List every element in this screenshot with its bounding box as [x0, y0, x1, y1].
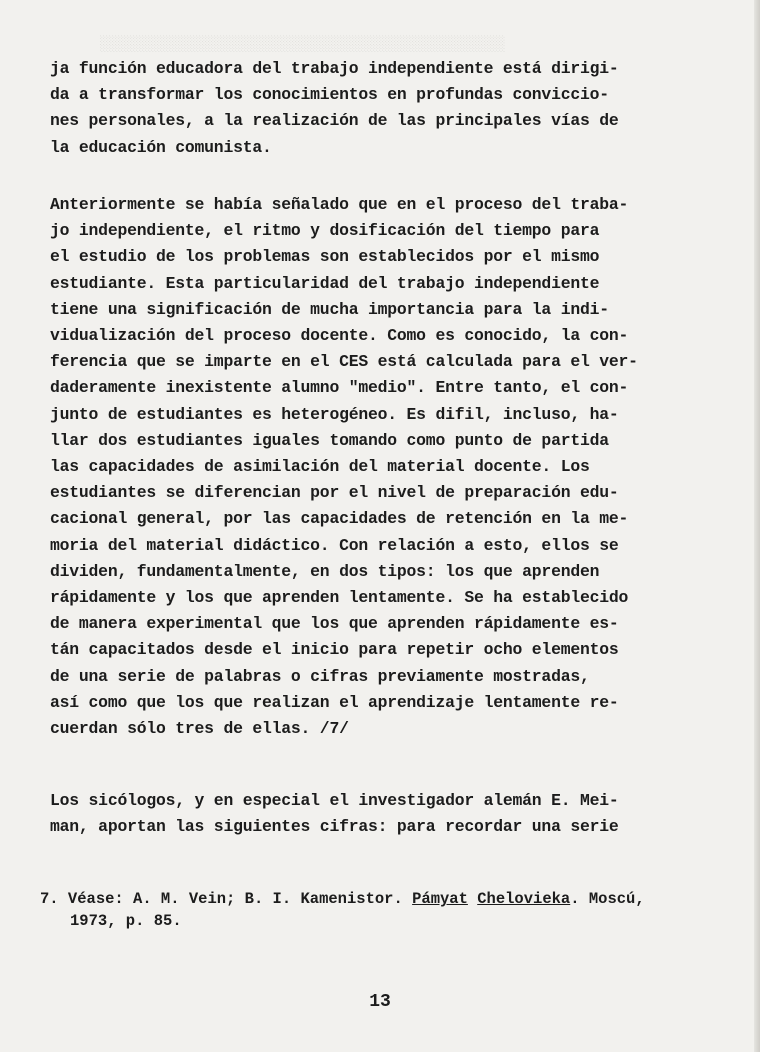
text-line: cacional general, por las capacidades de retención en la me- [50, 509, 629, 529]
bleed-through-text: ░░░░░░░░░░░░░░░░░░░░░░░░░░░░░░░░░░░░░░░░░░░░░ [100, 36, 506, 53]
footnote-line-2: 1973, p. 85. [70, 912, 182, 930]
text-line: ja función educadora del trabajo independiente está dirigi- [50, 59, 619, 78]
text-line: Anteriormente se había señalado que en el proceso del traba- [50, 195, 629, 214]
text-line: moria del material didáctico. Con relación a esto, ellos se [50, 535, 619, 555]
text-line: tiene una significación de mucha importancia para la indi- [50, 299, 609, 319]
text-line: dividen, fundamentalmente, en dos tipos: los que aprenden [50, 561, 600, 581]
text-line: ferencia que se imparte en el CES está calculada para el ver- [50, 352, 638, 372]
text-line: rápidamente y los que aprenden lentamente. Se ha establecido [50, 588, 629, 608]
footnote [40, 888, 720, 932]
text-line: junto de estudiantes es heterogéneo. Es difil, incluso, ha- [50, 404, 619, 424]
text-line: nes personales, a la realización de las principales vías de [50, 111, 619, 131]
footnote-title-word-2: Chelovieka [477, 890, 571, 908]
page-number: 13 [369, 992, 391, 1012]
text-line: da a transformar los conocimientos en profundas conviccio- [50, 85, 609, 105]
text-line: las capacidades de asimilación del material docente. Los [50, 457, 590, 477]
footnote-number: 7. [40, 890, 59, 908]
paragraph-3 [50, 788, 720, 840]
text-line: de una serie de palabras o cifras previamente mostradas, [50, 666, 590, 686]
paragraph-1 [50, 56, 720, 161]
text-line: jo independiente, el ritmo y dosificación del tiempo para [50, 221, 600, 241]
text-line: el estudio de los problemas son establecidos por el mismo [50, 247, 600, 267]
text-line: de manera experimental que los que aprenden rápidamente es- [50, 614, 619, 634]
paragraph-2 [50, 192, 720, 742]
page-edge-shadow [754, 0, 760, 1052]
footnote-title-word-1: Pámyat [412, 890, 468, 908]
text-line: estudiantes se diferencian por el nivel de preparación edu- [50, 483, 619, 503]
footnote-suffix: . Moscú, [570, 890, 645, 908]
text-line: tán capacitados desde el inicio para repetir ocho elementos [50, 640, 619, 660]
text-line: daderamente inexistente alumno "medio". Entre tanto, el con- [50, 378, 629, 398]
text-line: la educación comunista. [50, 137, 272, 157]
text-line: Los sicólogos, y en especial el investigador alemán E. Mei- [50, 791, 619, 810]
text-line: cuerdan sólo tres de ellas. /7/ [50, 719, 349, 739]
text-line: llar dos estudiantes iguales tomando como punto de partida [50, 430, 609, 450]
text-line: vidualización del proceso docente. Como es conocido, la con- [50, 326, 629, 346]
text-line: estudiante. Esta particularidad del trabajo independiente [50, 273, 600, 293]
footnote-line-1 [40, 888, 720, 910]
footnote-prefix: Véase: A. M. Vein; B. I. Kamenistor. [67, 890, 403, 908]
text-line: man, aportan las siguientes cifras: para recordar una serie [50, 817, 619, 837]
text-line: así como que los que realizan el aprendizaje lentamente re- [50, 692, 619, 712]
